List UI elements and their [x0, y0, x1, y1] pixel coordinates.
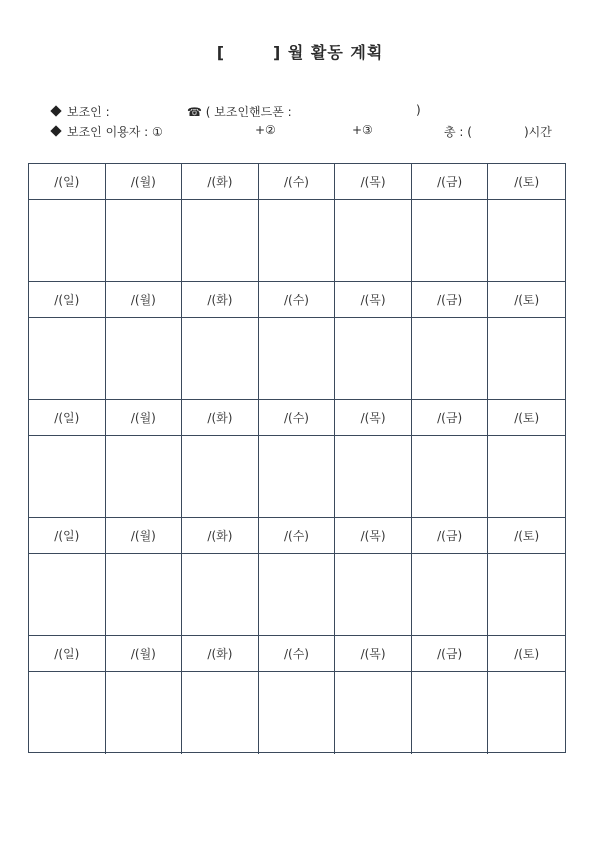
day-cell[interactable]: [335, 200, 412, 282]
day-cell[interactable]: [259, 318, 336, 400]
day-header: /(화): [182, 636, 259, 672]
helper-row: [52, 103, 110, 120]
day-header: /(금): [412, 400, 489, 436]
day-header: /(월): [106, 636, 183, 672]
user-third: +③: [352, 123, 373, 137]
day-header: /(수): [259, 400, 336, 436]
day-header: /(토): [488, 518, 565, 554]
day-header: /(금): [412, 282, 489, 318]
day-cell[interactable]: [106, 318, 183, 400]
day-header: /(목): [335, 636, 412, 672]
day-cell[interactable]: [412, 318, 489, 400]
diamond-bullet-icon: [50, 105, 61, 116]
day-header: /(일): [29, 282, 106, 318]
day-cell[interactable]: [106, 436, 183, 518]
day-header: /(금): [412, 518, 489, 554]
day-cell[interactable]: [488, 672, 565, 754]
day-header: /(금): [412, 636, 489, 672]
day-header: /(월): [106, 282, 183, 318]
day-header: /(월): [106, 164, 183, 200]
day-cell[interactable]: [29, 672, 106, 754]
day-header: /(목): [335, 164, 412, 200]
day-cell[interactable]: [335, 436, 412, 518]
day-header: /(수): [259, 636, 336, 672]
day-header: /(수): [259, 282, 336, 318]
day-header: /(목): [335, 400, 412, 436]
day-cell[interactable]: [488, 436, 565, 518]
users-row: [52, 123, 163, 140]
day-header: /(토): [488, 282, 565, 318]
day-cell[interactable]: [412, 672, 489, 754]
day-cell[interactable]: [488, 318, 565, 400]
day-cell[interactable]: [29, 436, 106, 518]
title-close-bracket: ]: [273, 43, 282, 62]
day-cell[interactable]: [106, 554, 183, 636]
day-header: /(월): [106, 400, 183, 436]
day-header: /(목): [335, 518, 412, 554]
day-cell[interactable]: [259, 200, 336, 282]
day-header: /(화): [182, 400, 259, 436]
day-cell[interactable]: [488, 200, 565, 282]
day-header: /(일): [29, 400, 106, 436]
day-header: /(일): [29, 164, 106, 200]
day-cell[interactable]: [259, 436, 336, 518]
day-cell[interactable]: [335, 318, 412, 400]
total-unit: )시간: [524, 125, 552, 139]
day-header: /(토): [488, 164, 565, 200]
day-header: /(화): [182, 164, 259, 200]
day-cell[interactable]: [259, 672, 336, 754]
day-header: /(토): [488, 636, 565, 672]
user-second: +②: [255, 123, 276, 137]
day-cell[interactable]: [259, 554, 336, 636]
day-header: /(금): [412, 164, 489, 200]
day-cell[interactable]: [182, 554, 259, 636]
day-cell[interactable]: [182, 200, 259, 282]
title-text: 월 활동 계획: [287, 43, 384, 62]
day-cell[interactable]: [106, 200, 183, 282]
diamond-bullet-icon: [50, 125, 61, 136]
helper-phone-close: ): [416, 103, 421, 117]
day-cell[interactable]: [488, 554, 565, 636]
day-header: /(화): [182, 282, 259, 318]
day-cell[interactable]: [412, 200, 489, 282]
helper-phone-label: ( 보조인핸드폰 :: [205, 105, 292, 119]
day-cell[interactable]: [182, 672, 259, 754]
users-label: 보조인 이용자 : ①: [67, 125, 163, 139]
day-header: /(수): [259, 518, 336, 554]
day-cell[interactable]: [29, 200, 106, 282]
helper-phone: [187, 103, 292, 120]
day-cell[interactable]: [412, 554, 489, 636]
calendar-grid: [28, 163, 566, 753]
day-cell[interactable]: [182, 436, 259, 518]
page-title: [0, 40, 600, 63]
total-label: 총 : (: [444, 125, 472, 139]
day-cell[interactable]: [29, 554, 106, 636]
day-header: /(수): [259, 164, 336, 200]
day-header: /(화): [182, 518, 259, 554]
day-header: /(일): [29, 518, 106, 554]
day-cell[interactable]: [182, 318, 259, 400]
day-header: /(목): [335, 282, 412, 318]
day-cell[interactable]: [412, 436, 489, 518]
title-open-bracket: [: [216, 43, 225, 62]
day-header: /(토): [488, 400, 565, 436]
phone-icon: ☎: [187, 105, 202, 119]
day-header: /(월): [106, 518, 183, 554]
day-cell[interactable]: [29, 318, 106, 400]
day-cell[interactable]: [335, 672, 412, 754]
helper-label: 보조인 :: [67, 105, 110, 119]
day-cell[interactable]: [106, 672, 183, 754]
day-header: /(일): [29, 636, 106, 672]
day-cell[interactable]: [335, 554, 412, 636]
